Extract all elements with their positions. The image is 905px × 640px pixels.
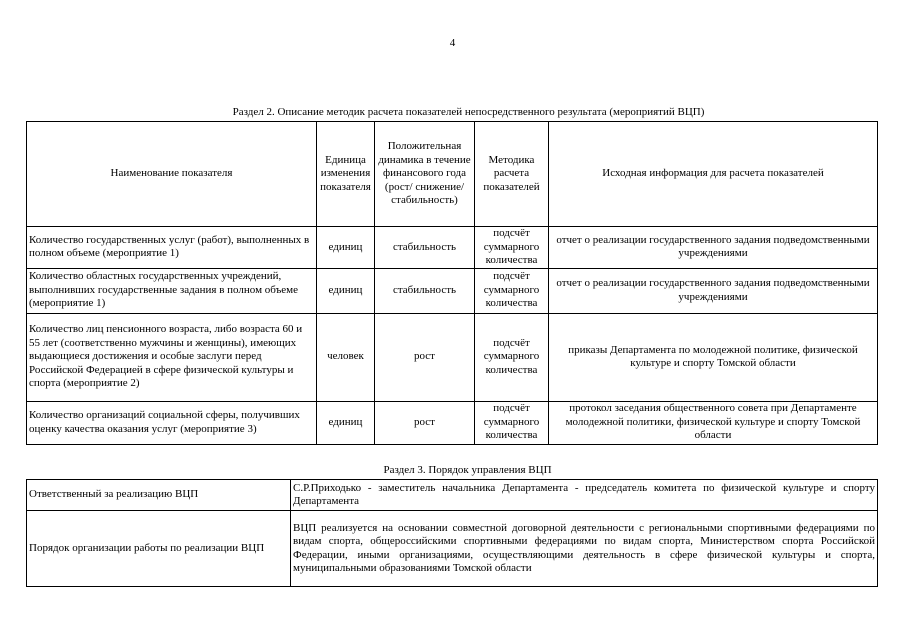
indicator-dynamics: рост	[375, 313, 475, 401]
page-number: 4	[449, 37, 456, 49]
indicator-source: протокол заседания общественного совета при Департаменте молодежной политики, физической культуре и спорту Томской области	[549, 401, 878, 444]
indicator-dynamics: стабильность	[375, 227, 475, 269]
section3-title: Раздел 3. Порядок управления ВЦП	[383, 464, 552, 476]
table-row	[27, 511, 878, 587]
indicator-source: приказы Департамента по молодежной политике, физической культуре и спорту Томской области	[549, 313, 878, 401]
table-row	[27, 313, 878, 401]
indicator-unit: единиц	[317, 401, 375, 444]
indicator-method: подсчёт суммарного количества	[475, 227, 549, 269]
indicator-source: отчет о реализации государственного задания подведомственными учреждениями	[549, 227, 878, 269]
indicator-name: Количество областных государственных учреждений, выполнивших государственные задания в полном объеме (мероприятие 1)	[27, 268, 317, 313]
management-value: С.Р.Приходько - заместитель начальника Департамента - председатель комитета по физической культуре и спорту Департамента	[291, 480, 878, 511]
table-header-row	[27, 122, 878, 227]
table-row	[27, 401, 878, 444]
indicator-unit: человек	[317, 313, 375, 401]
table-row	[27, 227, 878, 269]
indicator-dynamics: стабильность	[375, 268, 475, 313]
indicator-unit: единиц	[317, 268, 375, 313]
header-unit: Единица изменения показателя	[317, 122, 375, 227]
indicator-source: отчет о реализации государственного задания подведомственными учреждениями	[549, 268, 878, 313]
section2-title: Раздел 2. Описание методик расчета показателей непосредственного результата (мероприятий ВЦП)	[232, 106, 705, 118]
header-dynamics: Положительная динамика в течение финансового года (рост/ снижение/ стабильность)	[375, 122, 475, 227]
indicator-name: Количество государственных услуг (работ), выполненных в полном объеме (мероприятие 1)	[27, 227, 317, 269]
table-row	[27, 480, 878, 511]
indicator-method: подсчёт суммарного количества	[475, 313, 549, 401]
indicator-method: подсчёт суммарного количества	[475, 401, 549, 444]
table-row	[27, 268, 878, 313]
management-table	[26, 479, 878, 587]
management-label: Порядок организации работы по реализации ВЦП	[27, 511, 291, 587]
management-value: ВЦП реализуется на основании совместной договорной деятельности с региональными спортивными федерациями по видам спорта, общероссийскими спортивными федерациями по видам спорта, Министерством спорта Российской Федерации, иными организациями, осуществляющими деятельность в сфере физической культуры и спорта, муниципальными образованиями Томской области	[291, 511, 878, 587]
header-method: Методика расчета показателей	[475, 122, 549, 227]
header-name: Наименование показателя	[27, 122, 317, 227]
indicator-name: Количество организаций социальной сферы, получивших оценку качества оказания услуг (мероприятие 3)	[27, 401, 317, 444]
header-source: Исходная информация для расчета показателей	[549, 122, 878, 227]
indicator-name: Количество лиц пенсионного возраста, либо возраста 60 и 55 лет (соответственно мужчины и женщины), имеющих выдающиеся достижения и особые заслуги перед Российской Федерацией в сфере физической культуры и спорта (мероприятие 2)	[27, 313, 317, 401]
indicator-dynamics: рост	[375, 401, 475, 444]
management-label: Ответственный за реализацию ВЦП	[27, 480, 291, 511]
indicator-unit: единиц	[317, 227, 375, 269]
indicators-table	[26, 121, 878, 445]
indicator-method: подсчёт суммарного количества	[475, 268, 549, 313]
